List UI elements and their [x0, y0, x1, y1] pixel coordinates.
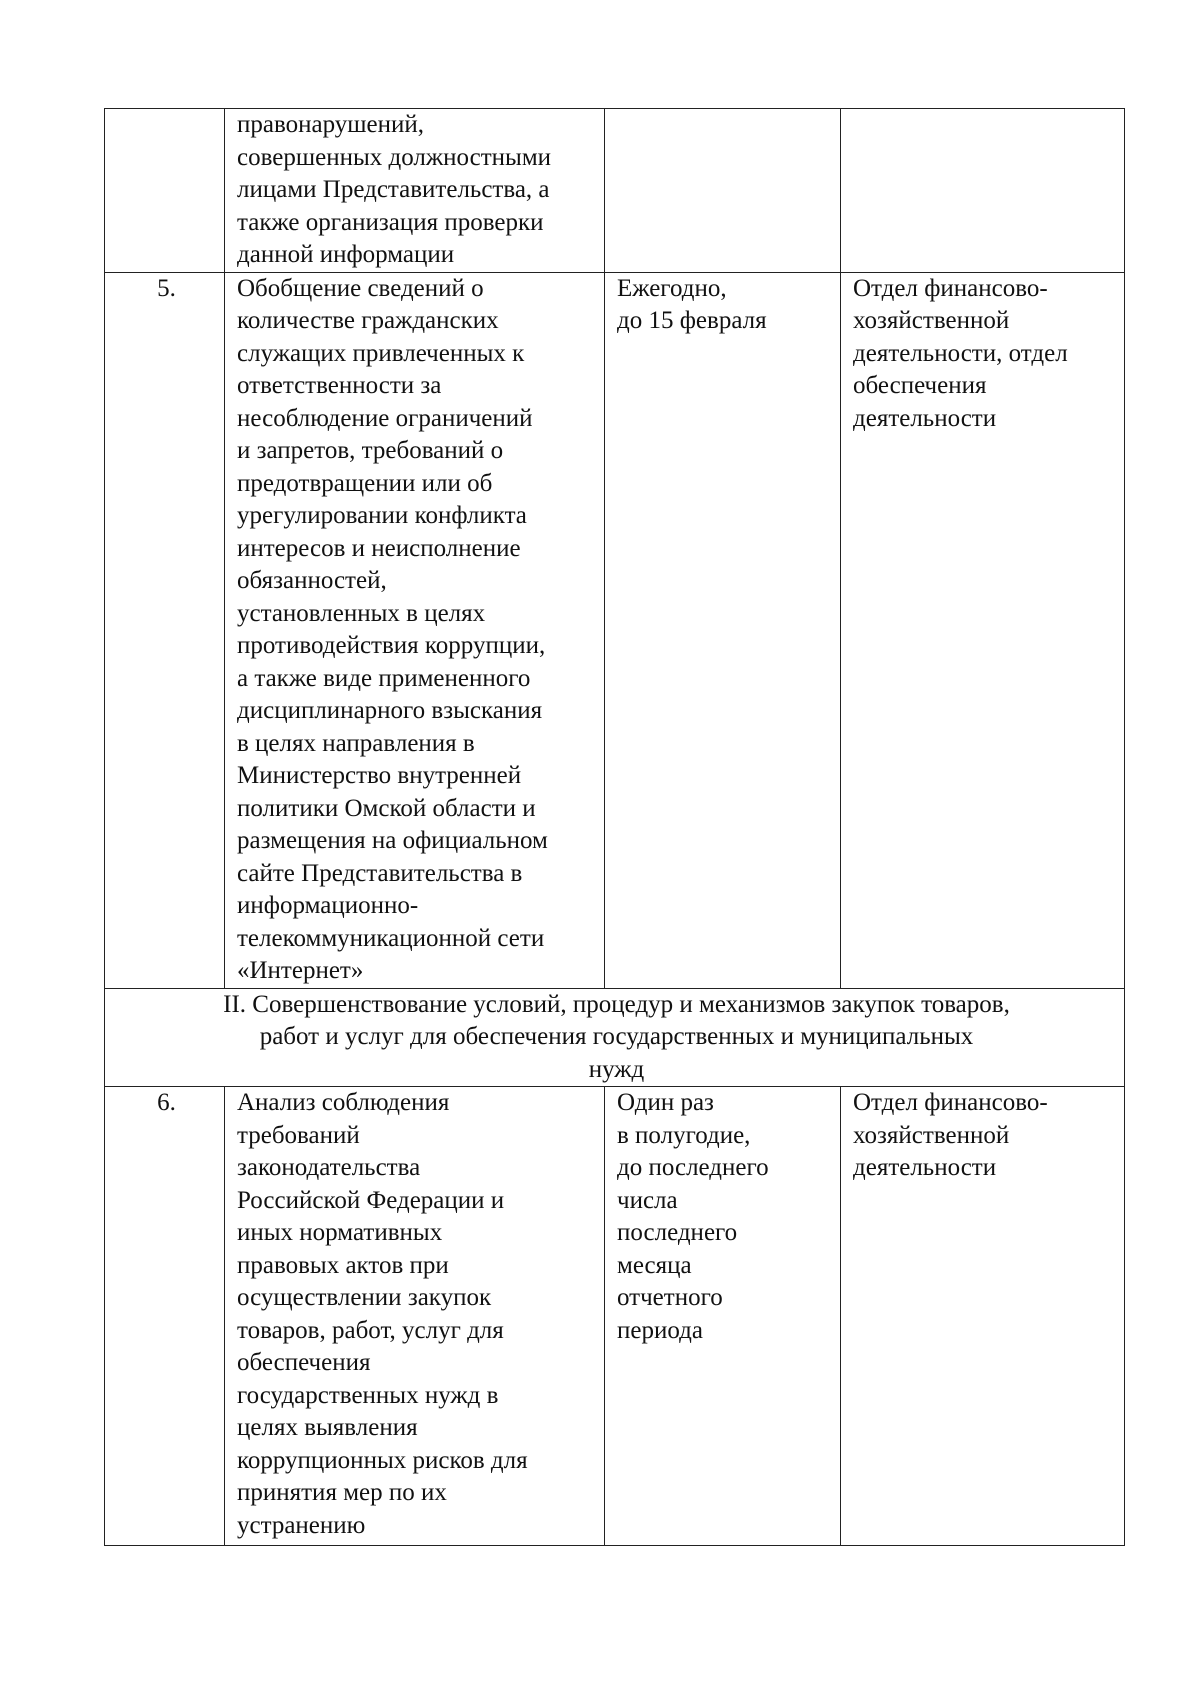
row-activity: Анализ соблюдения требований законодательства Российской Федерации и иных нормативных правовых актов при осуществлении закупок товаров, работ, услуг для обеспечения государственных нужд в целях выявления коррупционных рисков для принятия мер по их устранению — [225, 1087, 605, 1546]
row-deadline — [605, 109, 841, 273]
row-number — [105, 109, 225, 273]
row-number: 5. — [105, 272, 225, 988]
section-title: II. Совершенствование условий, процедур и механизмов закупок товаров, работ и услуг для обеспечения государственных и муниципальных нужд — [105, 988, 1125, 1087]
measures-table — [104, 108, 1125, 1546]
row-deadline: Один раз в полугодие, до последнего числа последнего месяца отчетного периода — [605, 1087, 841, 1546]
row-activity: Обобщение сведений о количестве гражданских служащих привлеченных к ответственности за несоблюдение ограничений и запретов, требований о предотвращении или об урегулировании конфликта интересов и неисполнение обязанностей, установленных в целях противодействия коррупции, а также виде примененного дисциплинарного взыскания в целях направления в Министерство внутренней политики Омской области и размещения на официальном сайте Представительства в информационно- телекоммуникационной сети «Интернет» — [225, 272, 605, 988]
section-row — [105, 988, 1125, 1087]
row-activity: правонарушений, совершенных должностными лицами Представительства, а также организация проверки данной информации — [225, 109, 605, 273]
row-number: 6. — [105, 1087, 225, 1546]
row-responsible: Отдел финансово- хозяйственной деятельности, отдел обеспечения деятельности — [841, 272, 1125, 988]
table-row — [105, 109, 1125, 273]
table-row — [105, 1087, 1125, 1546]
row-responsible: Отдел финансово- хозяйственной деятельности — [841, 1087, 1125, 1546]
row-responsible — [841, 109, 1125, 273]
row-deadline: Ежегодно, до 15 февраля — [605, 272, 841, 988]
table-row — [105, 272, 1125, 988]
